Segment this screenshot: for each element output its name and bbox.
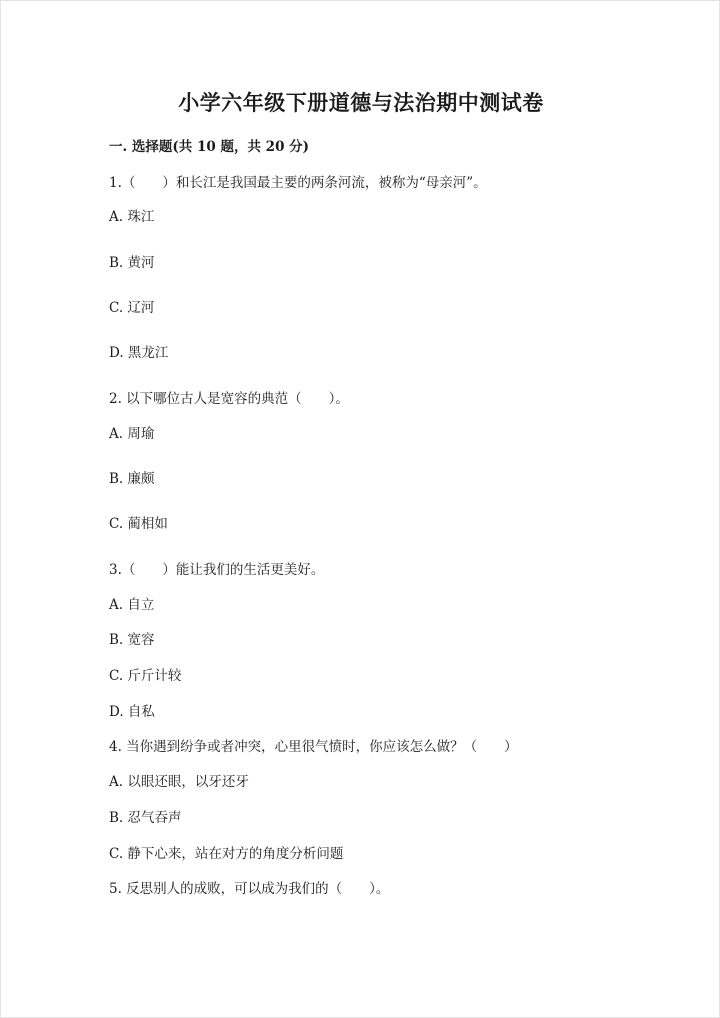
question-3-option-a: A. 自立 — [109, 597, 155, 613]
question-2-option-c: C. 蔺相如 — [109, 516, 168, 532]
question-2-stem: 2. 以下哪位古人是宽容的典范（ ）。 — [109, 391, 349, 407]
page-title: 小学六年级下册道德与法治期中测试卷 — [178, 90, 544, 115]
question-1-stem: 1.（ ）和长江是我国最主要的两条河流，被称为“母亲河”。 — [109, 175, 487, 191]
question-4-option-c: C. 静下心来，站在对方的角度分析问题 — [109, 846, 344, 862]
question-2-option-b: B. 廉颇 — [109, 471, 155, 487]
question-2-option-a: A. 周瑜 — [109, 426, 155, 442]
question-1-option-d: D. 黑龙江 — [109, 345, 169, 361]
section-heading: 一. 选择题(共 10 题，共 20 分) — [109, 139, 310, 155]
question-3-option-b: B. 宽容 — [109, 632, 155, 648]
question-4-option-a: A. 以眼还眼，以牙还牙 — [109, 774, 249, 790]
question-4-stem: 4. 当你遇到纷争或者冲突，心里很气愤时，你应该怎么做？（ ） — [109, 739, 518, 755]
question-1-option-a: A. 珠江 — [109, 209, 155, 225]
question-3-option-c: C. 斤斤计较 — [109, 668, 182, 684]
question-3-stem: 3.（ ）能让我们的生活更美好。 — [109, 562, 325, 578]
question-5-stem: 5. 反思别人的成败，可以成为我们的（ ）。 — [109, 881, 390, 897]
question-1-option-b: B. 黄河 — [109, 255, 155, 271]
question-1-option-c: C. 辽河 — [109, 300, 155, 316]
question-4-option-b: B. 忍气吞声 — [109, 810, 182, 826]
question-3-option-d: D. 自私 — [109, 704, 155, 720]
